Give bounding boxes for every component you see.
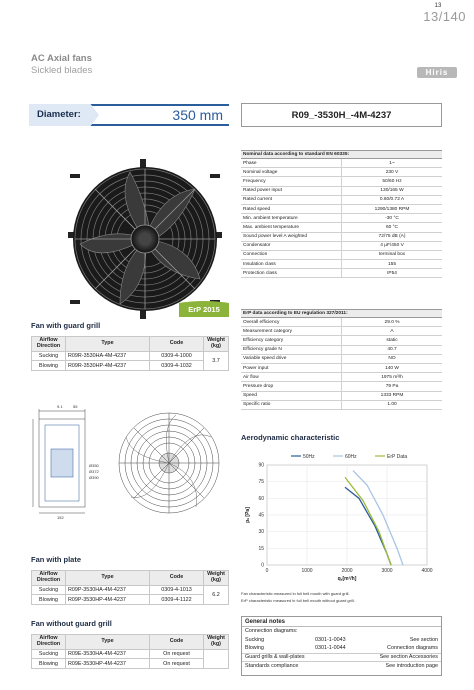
col-code: Code: [150, 337, 204, 352]
general-notes: [241, 616, 442, 676]
param-label: Specific ratio: [241, 400, 342, 409]
y-tick-label: 45: [258, 512, 264, 519]
param-label: Phase: [241, 159, 342, 168]
no-guard-table: [31, 634, 229, 669]
table-row: [241, 269, 442, 278]
param-label: Speed: [241, 391, 342, 400]
dim-label: Ø390: [89, 475, 99, 480]
param-value: A: [342, 327, 443, 336]
chart-title: Aerodynamic characteristic: [241, 433, 340, 442]
param-value: 230 V: [342, 168, 443, 177]
list-item: Sucking 0301-1-0043 See section: [245, 636, 438, 643]
table-row: [241, 318, 442, 327]
col-weight: Weight (kg): [204, 635, 229, 650]
param-value: 1~: [342, 159, 443, 168]
param-value: 155: [342, 260, 443, 269]
param-label: Min. ambient temperature: [241, 214, 342, 223]
table-row: Sucking R09E-3530HA-4M-4237 On request: [32, 649, 229, 659]
table-row: Blowing R09P-3530HP-4M-4237 0309-4-1122: [32, 595, 229, 605]
table-row: [241, 373, 442, 382]
param-value: NO: [342, 354, 443, 363]
see-section-link[interactable]: See section: [409, 636, 438, 643]
param-label: Insulation class: [241, 260, 342, 269]
dim-label: Ø350: [89, 463, 99, 468]
param-label: Air flow: [241, 373, 342, 382]
param-value: 1.00: [342, 400, 443, 409]
param-label: Power input: [241, 363, 342, 372]
param-label: Efficiency grade N: [241, 345, 342, 354]
table-row: [241, 204, 442, 213]
col-code: Code: [150, 635, 204, 650]
param-value: 1333 RPM: [342, 391, 443, 400]
table-row: [241, 250, 442, 259]
page-title: AC Axial fans: [31, 53, 92, 64]
dim-label: 55: [73, 404, 78, 409]
param-value: 130/165 W: [342, 186, 443, 195]
section-guard-grill-title: Fan with guard grill: [31, 321, 101, 330]
param-label: Rated speed: [241, 204, 342, 213]
param-value: 60 °C: [342, 223, 443, 232]
brand-logo: Hiris: [417, 67, 457, 78]
table-row: [241, 177, 442, 186]
table-row: [241, 382, 442, 391]
diameter-label: Diameter:: [37, 109, 81, 120]
table-row: [241, 241, 442, 250]
dim-label: 152: [57, 515, 64, 520]
table-row: [241, 223, 442, 232]
param-value: 140 W: [342, 363, 443, 372]
nominal-data-table: [241, 150, 442, 278]
diameter-value: 350 mm: [172, 107, 223, 123]
table-row: Blowing R09E-3530HP-4M-4237 On request: [32, 659, 229, 669]
erp-header: ErP data according to EU regulation 327/2011:: [241, 310, 442, 318]
dim-label: 9.1: [57, 404, 63, 409]
plate-table: [31, 570, 229, 605]
general-notes-title: General notes: [242, 617, 441, 627]
chart-note-2: ErP characteristic measured in full bell mouth without guard grill.: [241, 598, 355, 603]
table-row: [241, 391, 442, 400]
table-row: Sucking R09R-3530HA-4M-4237 0309-4-1000 3.7: [32, 351, 229, 361]
table-row: [241, 232, 442, 241]
col-airflow: Airflow Direction: [32, 337, 66, 352]
param-label: Frequency: [241, 177, 342, 186]
col-type: Type: [66, 571, 150, 586]
section-plate-title: Fan with plate: [31, 555, 82, 564]
nominal-header: Nominal data according to standard EN 60335:: [241, 151, 442, 159]
x-tick-label: 3000: [381, 568, 393, 574]
legend-label: ErP Data: [387, 453, 408, 460]
param-label: Max. ambient temperature: [241, 223, 342, 232]
col-weight: Weight (kg): [204, 337, 229, 352]
col-type: Type: [66, 635, 150, 650]
table-row: [241, 186, 442, 195]
param-label: Efficiency category: [241, 336, 342, 345]
page-subtitle: Sickled blades: [31, 65, 93, 76]
param-value: static: [342, 336, 443, 345]
table-row: [241, 336, 442, 345]
table-row: [241, 195, 442, 204]
col-code: Code: [150, 571, 204, 586]
chart-note-1: Fan characteristic measured in full bell mouth with guard grill.: [241, 591, 350, 596]
table-row: [241, 260, 442, 269]
param-label: Nominal voltage: [241, 168, 342, 177]
table-row: [241, 168, 442, 177]
param-label: Sound power level A weighted: [241, 232, 342, 241]
col-airflow: Airflow Direction: [32, 571, 66, 586]
list-item: Guard grills & wall-plates See section Accessories: [242, 653, 441, 662]
weight-value: 6.2: [204, 585, 229, 604]
x-tick-label: 1000: [301, 568, 313, 574]
col-weight: Weight (kg): [204, 571, 229, 586]
param-label: Rated power input: [241, 186, 342, 195]
legend-label: 50Hz: [303, 453, 315, 460]
col-type: Type: [66, 337, 150, 352]
param-label: Connection: [241, 250, 342, 259]
param-value: IP54: [342, 269, 443, 278]
page-number: 13/140: [423, 9, 466, 24]
table-row: Blowing R09R-3530HP-4M-4237 0309-4-1032: [32, 361, 229, 371]
param-label: Measurement category: [241, 327, 342, 336]
col-airflow: Airflow Direction: [32, 635, 66, 650]
table-row: [241, 159, 442, 168]
param-value: 72/75 dB (A): [342, 232, 443, 241]
diagrams-label: Connection diagrams:: [245, 628, 298, 635]
param-label: Condensator: [241, 241, 342, 250]
param-label: Pressure drop: [241, 382, 342, 391]
param-label: Rated current: [241, 195, 342, 204]
section-no-guard-title: Fan without guard grill: [31, 619, 112, 628]
table-row: [241, 400, 442, 409]
param-value: 50/60 Hz: [342, 177, 443, 186]
param-value: -30 °C: [342, 214, 443, 223]
param-value: 0.60/0.72 A: [342, 195, 443, 204]
y-tick-label: 30: [258, 529, 264, 536]
aerodynamic-chart: [241, 447, 442, 587]
y-tick-label: 90: [258, 462, 264, 469]
erp-data-table: [241, 309, 442, 410]
list-item: Standards compliance See introduction page: [242, 661, 441, 670]
connection-diagrams-link[interactable]: Connection diagrams: [387, 645, 438, 652]
table-row: [241, 214, 442, 223]
erp-badge: [179, 299, 229, 317]
technical-drawing: [31, 397, 231, 537]
y-tick-label: 60: [258, 495, 264, 502]
dim-label: Ø372: [89, 469, 99, 474]
y-tick-label: 15: [258, 545, 264, 552]
accessories-link[interactable]: See section Accessories: [379, 654, 438, 661]
legend-label: 60Hz: [345, 453, 357, 460]
table-row: [241, 345, 442, 354]
weight-value: 3.7: [204, 351, 229, 370]
x-tick-label: 0: [265, 568, 269, 574]
erp-badge-text: ErP 2015: [188, 305, 220, 314]
param-value: 29.0 %: [342, 318, 443, 327]
param-label: Variable speed drive: [241, 354, 342, 363]
param-label: Protection class: [241, 269, 342, 278]
y-tick-label: 75: [258, 479, 264, 486]
y-tick-label: 0: [261, 562, 264, 569]
table-row: [241, 354, 442, 363]
param-label: Overall efficiency: [241, 318, 342, 327]
x-tick-label: 4000: [421, 568, 433, 574]
y-axis-label: pₛ [Pa]: [245, 507, 251, 523]
guard-grill-table: [31, 336, 229, 371]
param-value: terminal box: [342, 250, 443, 259]
table-row: [241, 327, 442, 336]
model-number: R09_-3530H_-4M-4237: [241, 103, 442, 127]
table-row: Sucking R09P-3530HA-4M-4237 0309-4-1013 6.2: [32, 585, 229, 595]
param-value: 4 μF/450 V: [342, 241, 443, 250]
param-value: 40.7: [342, 345, 443, 354]
x-axis-label: qᵥ[m³/h]: [337, 576, 357, 582]
list-item: Blowing 0301-1-0044 Connection diagrams: [245, 645, 438, 652]
diameter-banner: [31, 104, 229, 126]
page-number-small: 13: [434, 3, 442, 9]
table-row: [241, 363, 442, 372]
x-tick-label: 2000: [341, 568, 353, 574]
introduction-link[interactable]: See introduction page: [385, 662, 438, 669]
param-value: 1975 m³/h: [342, 373, 443, 382]
param-value: 79 Pa: [342, 382, 443, 391]
param-value: 1290/1380 RPM: [342, 204, 443, 213]
